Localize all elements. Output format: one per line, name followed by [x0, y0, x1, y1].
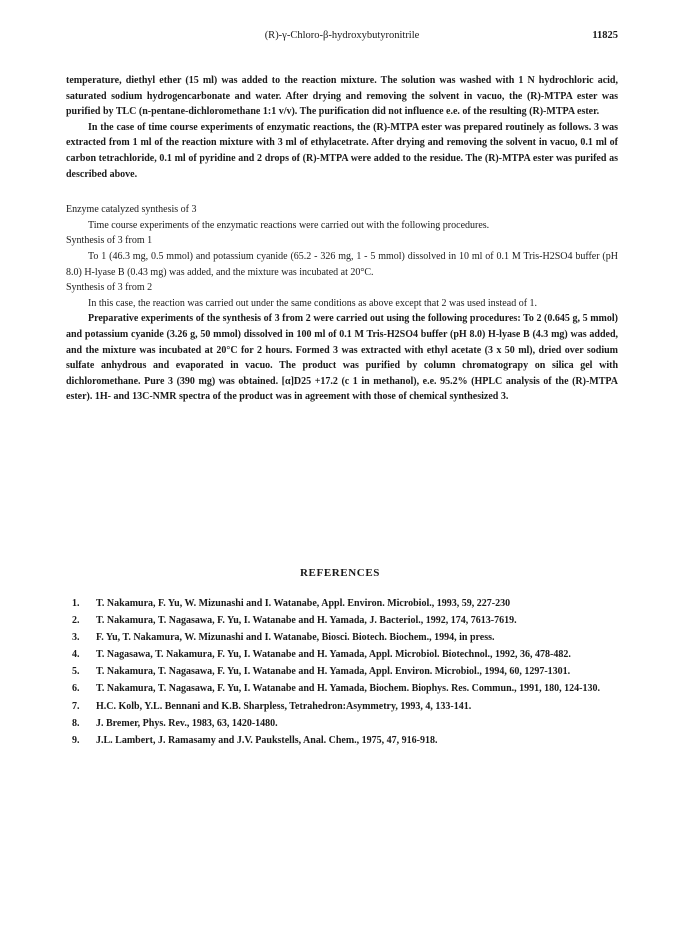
reference-item [66, 733, 618, 749]
paragraph-synthesis-from-2: In this case, the reaction was carried out under the same conditions as above except that 2 was used instead of 1. [88, 297, 538, 309]
reference-text: T. Nakamura, T. Nagasawa, F. Yu, I. Watanabe and H. Yamada, J. Bacteriol., 1992, 174, 7613-7619. [96, 615, 517, 627]
subsection-heading-from-2: Synthesis of 3 from 2 [66, 282, 153, 294]
reference-list [66, 596, 618, 750]
paragraph-time-course-intro: Time course experiments of the enzymatic reactions were carried out with the following procedures. [88, 219, 490, 231]
reference-text: T. Nakamura, F. Yu, W. Mizunashi and I. Watanabe, Appl. Environ. Microbiol., 1993, 59, 227-230 [96, 598, 511, 609]
reference-text: T. Nagasawa, T. Nakamura, F. Yu, I. Watanabe and H. Yamada, Appl. Microbiol. Biotechnol., 1992, 36, 478-482. [96, 649, 571, 661]
reference-number: 6. [72, 683, 80, 695]
paragraph-mtpa-workup: temperature, diethyl ether (15 ml) was added to the reaction mixture. The solution was washed with 1 N hydrochloric acid, saturated sodium hydrogencarbonate and water. After drying and removing the solvent in vacuo, the (R)-MTPA ester was purified by TLC (n-pentane-dichloromethane 1:1 v/v). The purification did not influence e.e. of the resulting (R)-MTPA ester. [66, 75, 618, 118]
reference-text: T. Nakamura, T. Nagasawa, F. Yu, I. Watanabe and H. Yamada, Appl. Environ. Microbiol., 1994, 60, 1297-1301. [96, 666, 571, 678]
reference-number: 5. [72, 666, 80, 678]
reference-text: T. Nakamura, T. Nagasawa, F. Yu, I. Watanabe and H. Yamada, Biochem. Biophys. Res. Commun., 1991, 180, 124-130. [96, 683, 600, 695]
reference-item [66, 716, 618, 732]
reference-number: 1. [72, 598, 80, 609]
reference-number: 4. [72, 649, 80, 661]
reference-number: 7. [72, 700, 80, 712]
reference-text: J. Bremer, Phys. Rev., 1983, 63, 1420-1480. [96, 717, 278, 729]
running-header [66, 30, 618, 46]
reference-number: 8. [72, 717, 80, 729]
paragraph-synthesis-from-1: To 1 (46.3 mg, 0.5 mmol) and potassium cyanide (65.2 - 326 mg, 1 - 5 mmol) dissolved in 10 ml of 0.1 M Tris-H2SO4 buffer (pH 8.0) H-lyase B (0.43 mg) was added, and the mixture was incubated at 20°C. [66, 250, 618, 278]
running-title: (R)-γ-Chloro-β-hydroxybutyronitrile [264, 30, 420, 41]
reference-item [66, 664, 618, 680]
paragraph-preparative-experiments: Preparative experiments of the synthesis of 3 from 2 were carried out using the following procedures: To 2 (0.645 g, 5 mmol) and potassium cyanide (3.26 g, 50 mmol) dissolved in 100 ml of 0.1 M Tris-H2SO4 buffer (pH 8.0) H-lyase B (4.3 mg) was added, and the mixture was incubated at 20°C for 2 hours. Formed 3 was extracted with ethyl acetate (3 x 50 ml), dried over sodium sulfate anhydrous and evaporated in vacuo. The product was purified by column chromatograpy on silica gel with dichloromethane. Pure 3 (390 mg) was obtained. [α]D25 +17.2 (c 1 in methanol), e.e. 95.2% (HPLC analysis of the (R)-MTPA ester). 1H- and 13C-NMR spectra of the product was in agreement with those of chemical synthesized 3. [66, 313, 618, 403]
page-number: 11825 [592, 30, 618, 41]
reference-item [66, 630, 618, 646]
section-heading-enzyme-synthesis: Enzyme catalyzed synthesis of 3 [66, 204, 197, 216]
reference-text: H.C. Kolb, Y.L. Bennani and K.B. Sharpless, Tetrahedron:Asymmetry, 1993, 4, 133-141. [96, 700, 472, 712]
reference-item [66, 596, 618, 612]
reference-text: F. Yu, T. Nakamura, W. Mizunashi and I. Watanabe, Biosci. Biotech. Biochem., 1994, in press. [96, 632, 495, 644]
reference-item [66, 613, 618, 629]
reference-number: 3. [72, 632, 80, 644]
reference-item [66, 699, 618, 715]
reference-item [66, 681, 618, 697]
paragraph-time-course-mtpa: In the case of time course experiments of enzymatic reactions, the (R)-MTPA ester was prepared routinely as follows. 3 was extracted from 1 ml of the reaction mixture with 3 ml of ethylacetrate. After drying and removing the solvent in vacuo, 0.1 ml of carbon tetrachloride, 0.1 ml of pyridine and 2 drops of (R)-MTPA were added to the residue. The (R)-MTPA ester was purifed as described above. [66, 121, 618, 180]
references-heading: REFERENCES [300, 567, 380, 579]
reference-number: 2. [72, 615, 80, 627]
subsection-heading-from-1: Synthesis of 3 from 1 [66, 235, 153, 247]
reference-text: J.L. Lambert, J. Ramasamy and J.V. Paukstells, Anal. Chem., 1975, 47, 916-918. [96, 734, 438, 746]
body-text [66, 73, 618, 405]
reference-number: 9. [72, 734, 80, 746]
reference-item [66, 647, 618, 663]
